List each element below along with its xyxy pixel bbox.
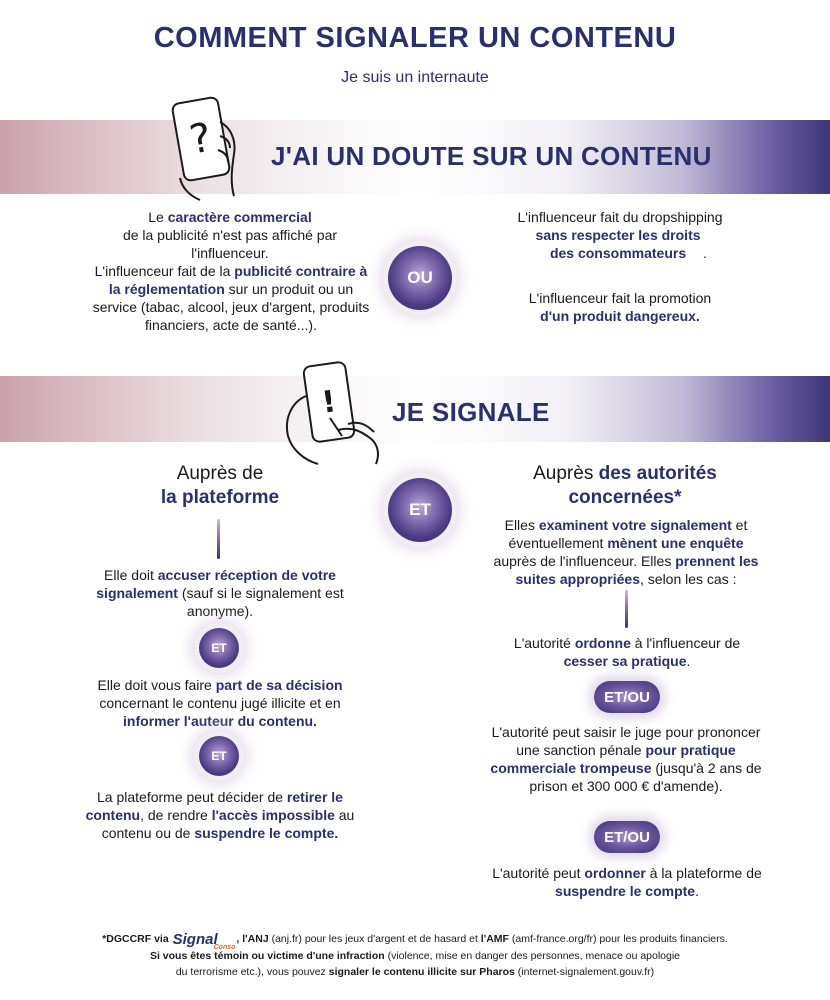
- doubt-right-item-1: L'influenceur fait du dropshipping sans respecter les droits des consommateurs .: [517, 209, 723, 261]
- doubt-left-item-2: L'influenceur fait de la publicité contraire à la réglementation sur un produit ou un service (tabac, alcool, jeux d'argent, produits financiers, acte de santé...).: [92, 263, 370, 333]
- report-title: JE SIGNALE: [392, 397, 550, 427]
- platform-item-1: Elle doit accuser réception de votre signalement (sauf si le signalement est anonyme).: [96, 567, 344, 619]
- svg-text:!: !: [319, 384, 339, 421]
- page-subtitle: Je suis un internaute: [341, 69, 489, 86]
- platform-connector: [217, 519, 220, 559]
- footer-line-1: *DGCCRF via Signal$_{Conso}$, l'ANJ (anj.fr) pour les jeux d'argent et de hasard et l'AMF (amf-france.org/fr) pour les produits financiers.: [0, 932, 830, 955]
- authorities-item-3: L'autorité peut ordonner à la plateforme de suspendre le compte.: [492, 865, 762, 899]
- platform-heading: Auprès de la plateforme: [160, 463, 280, 508]
- or-badge: OU: [388, 246, 452, 310]
- phone-tap-icon: [270, 356, 390, 468]
- page-title: COMMENT SIGNALER UN CONTENU: [153, 22, 677, 54]
- and-badge-1: ET: [199, 628, 239, 668]
- doubt-right-item-2: L'influenceur fait la promotion d'un produit dangereux.: [528, 290, 712, 324]
- platform-item-2: Elle doit vous faire part de sa décision concernant le contenu jugé illicite et en informer l'auteur du contenu.: [97, 677, 343, 729]
- doubt-left-item-1: Le caractère commercial de la publicité n'est pas affiché par l'influenceur.: [122, 209, 338, 261]
- authorities-item-1: L'autorité ordonne à l'influenceur de cesser sa pratique.: [513, 635, 741, 669]
- authorities-heading: Auprès des autorités concernées*: [533, 463, 717, 508]
- footer-line-2: Si vous êtes témoin ou victime d'une infraction (violence, mise en danger des personnes, menace ou apologie: [149, 950, 681, 962]
- authorities-connector: [625, 590, 628, 628]
- footer-line-3: du terrorisme etc.), vous pouvez signaler le contenu illicite sur Pharos (internet-signalement.gouv.fr): [175, 966, 655, 978]
- and-badge-main: ET: [388, 478, 452, 542]
- and-or-badge-2: ET/OU: [594, 821, 660, 853]
- svg-text:?: ?: [186, 114, 216, 164]
- phone-question-icon: [160, 92, 260, 204]
- and-or-badge-1: ET/OU: [594, 681, 660, 713]
- and-badge-2: ET: [199, 736, 239, 776]
- authorities-intro: Elles examinent votre signalement et éventuellement mènent une enquête auprès de l'influenceur. Elles prennent les suites appropriées, selon les cas :: [493, 517, 759, 587]
- doubt-title: J'AI UN DOUTE SUR UN CONTENU: [271, 141, 712, 171]
- signalconso-logo: Signal$_{Conso}$: [172, 931, 236, 951]
- platform-item-3: La plateforme peut décider de retirer le contenu, de rendre l'accès impossible au contenu ou de suspendre le compte.: [85, 789, 355, 841]
- authorities-item-2: L'autorité peut saisir le juge pour prononcer une sanction pénale pour pratique commerciale trompeuse (jusqu'à 2 ans de prison et 300 000 € d'amende).: [490, 724, 762, 794]
